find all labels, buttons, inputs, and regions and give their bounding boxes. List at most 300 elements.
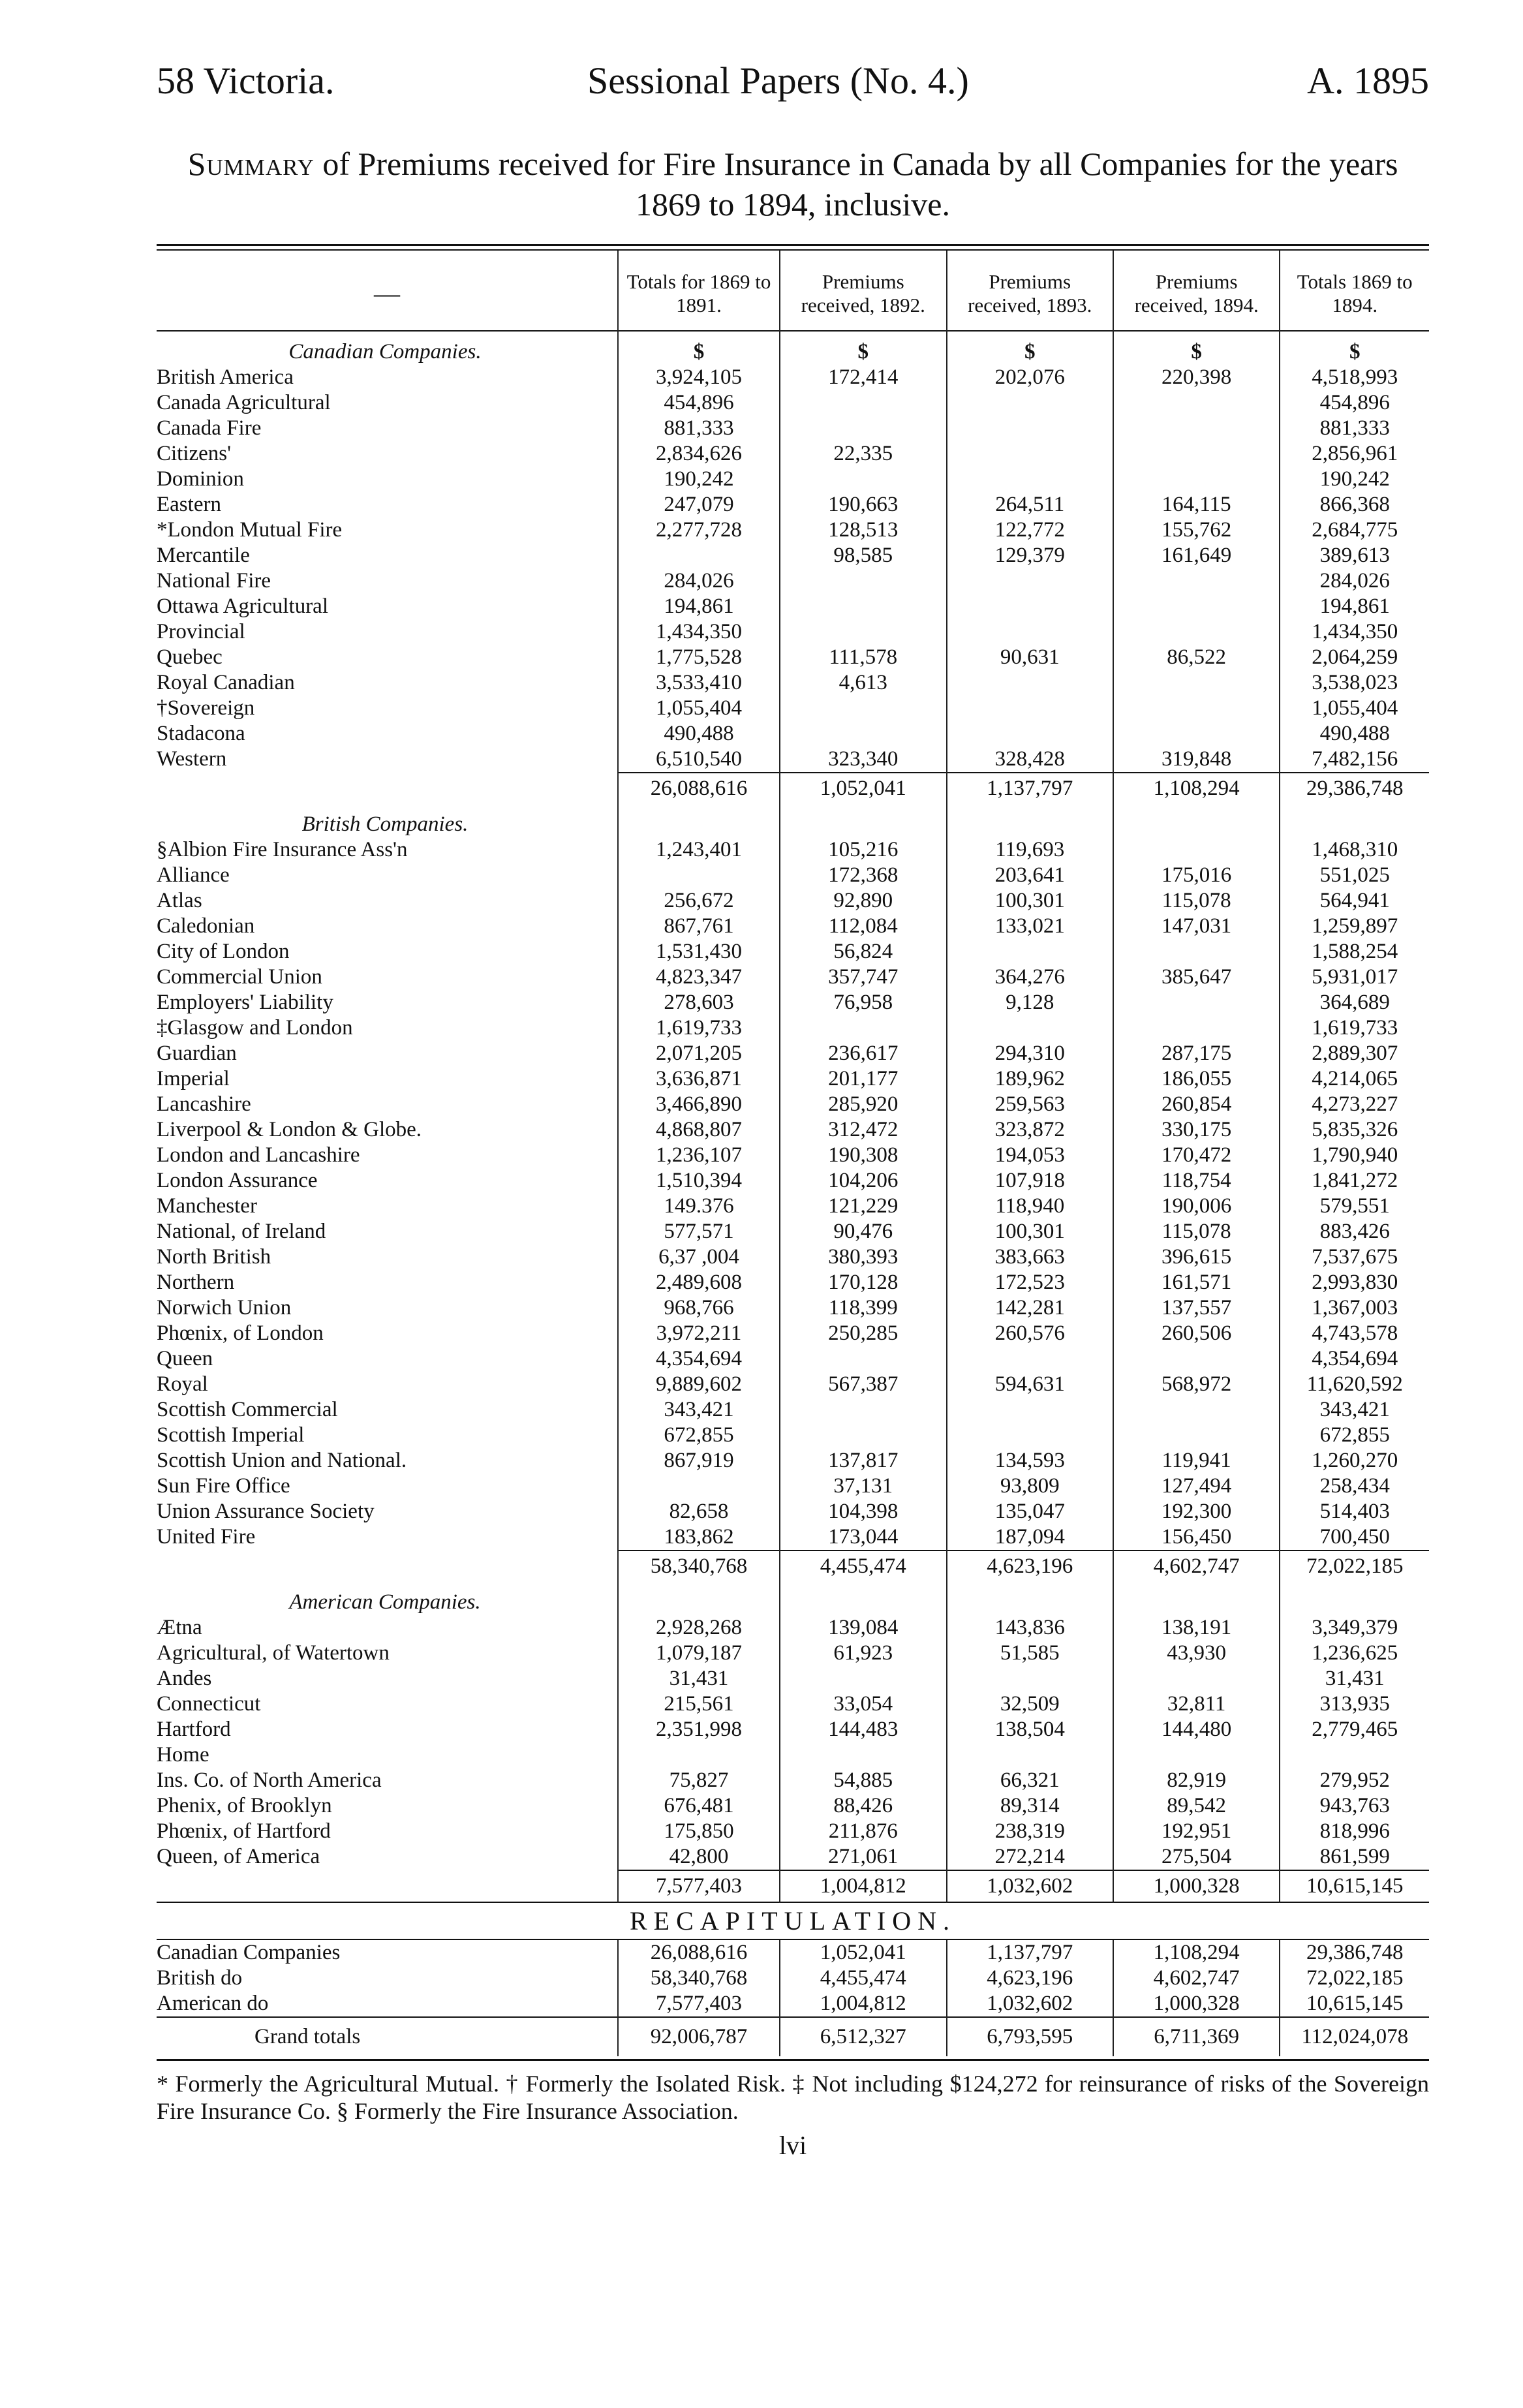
value-cell: 201,177: [780, 1066, 946, 1092]
value-cell: 330,175: [1113, 1117, 1280, 1143]
value-cell: 6,37 ,004: [618, 1244, 780, 1270]
value-cell: 161,571: [1113, 1270, 1280, 1295]
value-cell: 172,368: [780, 863, 946, 888]
table-row: [157, 1270, 1429, 1295]
value-cell: 137,557: [1113, 1295, 1280, 1321]
value-cell: [1113, 390, 1280, 416]
value-cell: 385,647: [1113, 965, 1280, 990]
value-cell: 118,940: [947, 1194, 1113, 1219]
value-cell: 490,488: [618, 721, 780, 747]
value-cell: 1,588,254: [1280, 939, 1429, 965]
section-heading-row: [157, 804, 1429, 837]
value-cell: 278,603: [618, 990, 780, 1015]
company-name: Sun Fire Office: [157, 1474, 290, 1498]
value-cell: [780, 1423, 946, 1448]
section-total-row: [157, 773, 1429, 804]
value-cell: [947, 939, 1113, 965]
value-cell: 284,026: [618, 568, 780, 594]
value-cell: 260,506: [1113, 1321, 1280, 1346]
table-row: [157, 517, 1429, 543]
value-cell: [780, 390, 946, 416]
grand-total-cell: 6,512,327: [780, 2017, 946, 2056]
table-row: [157, 1295, 1429, 1321]
value-cell: 161,649: [1113, 543, 1280, 568]
value-cell: 1,259,897: [1280, 914, 1429, 939]
table-body: [157, 331, 1429, 2056]
value-cell: [1113, 939, 1280, 965]
value-cell: 5,835,326: [1280, 1117, 1429, 1143]
value-cell: [1113, 696, 1280, 721]
table-row: [157, 990, 1429, 1015]
value-cell: 2,856,961: [1280, 441, 1429, 467]
value-cell: 61,923: [780, 1641, 946, 1666]
company-name: Royal Canadian: [157, 671, 295, 694]
value-cell: [1113, 1397, 1280, 1423]
value-cell: 4,354,694: [618, 1346, 780, 1372]
value-cell: 203,641: [947, 863, 1113, 888]
column-header-1893: Premiums received, 1893.: [947, 251, 1113, 331]
table-row: [157, 1423, 1429, 1448]
table-row: [157, 1819, 1429, 1844]
total-label-blank: [157, 1551, 618, 1582]
value-cell: [618, 863, 780, 888]
footnote-rule: [157, 2059, 1429, 2061]
value-cell: 1,510,394: [618, 1168, 780, 1194]
unit-cell: [1113, 804, 1280, 837]
table-row: [157, 670, 1429, 696]
table-row: [157, 863, 1429, 888]
value-cell: 7,537,675: [1280, 1244, 1429, 1270]
value-cell: 115,078: [1113, 888, 1280, 914]
value-cell: 968,766: [618, 1295, 780, 1321]
unit-cell: $: [947, 331, 1113, 365]
company-name: Liverpool & London & Globe.: [157, 1118, 422, 1141]
value-cell: 4,455,474: [780, 1966, 946, 1991]
table-row: [157, 1768, 1429, 1793]
title-rest: of Premiums received for Fire Insurance in Canada by all Companies for the years 1869 to 1894, inclusive.: [322, 146, 1398, 223]
value-cell: [1113, 594, 1280, 619]
company-name: Guardian: [157, 1042, 237, 1065]
value-cell: 4,823,347: [618, 965, 780, 990]
value-cell: 579,551: [1280, 1194, 1429, 1219]
value-cell: 29,386,748: [1280, 1939, 1429, 1966]
value-cell: 11,620,592: [1280, 1372, 1429, 1397]
value-cell: [1113, 1742, 1280, 1768]
value-cell: 7,482,156: [1280, 747, 1429, 773]
value-cell: 51,585: [947, 1641, 1113, 1666]
value-cell: [1113, 1666, 1280, 1691]
grand-totals-label: Grand totals: [157, 2017, 618, 2056]
value-cell: 4,273,227: [1280, 1092, 1429, 1117]
total-label-blank: [157, 1870, 618, 1902]
value-cell: 88,426: [780, 1793, 946, 1819]
company-name: National, of Ireland: [157, 1220, 326, 1243]
value-cell: [780, 1346, 946, 1372]
value-cell: 190,242: [618, 467, 780, 492]
table-row: [157, 1615, 1429, 1641]
value-cell: [780, 1397, 946, 1423]
value-cell: 1,000,328: [1113, 1991, 1280, 2017]
company-name: American do: [157, 1992, 269, 2015]
table-row: [157, 1793, 1429, 1819]
company-name: Home: [157, 1743, 209, 1767]
value-cell: [780, 1742, 946, 1768]
company-name: Manchester: [157, 1194, 257, 1218]
table-row: [157, 1092, 1429, 1117]
table-row: [157, 1372, 1429, 1397]
value-cell: 2,684,775: [1280, 517, 1429, 543]
recap-row: [157, 1966, 1429, 1991]
table-row: [157, 492, 1429, 517]
value-cell: 1,790,940: [1280, 1143, 1429, 1168]
value-cell: 98,585: [780, 543, 946, 568]
value-cell: 867,761: [618, 914, 780, 939]
value-cell: 2,834,626: [618, 441, 780, 467]
value-cell: 867,919: [618, 1448, 780, 1474]
value-cell: 186,055: [1113, 1066, 1280, 1092]
value-cell: [1113, 1423, 1280, 1448]
value-cell: 107,918: [947, 1168, 1113, 1194]
header-session: 58 Victoria.: [157, 59, 335, 102]
grand-total-cell: 92,006,787: [618, 2017, 780, 2056]
premiums-table: [157, 251, 1429, 2056]
company-name: ‡Glasgow and London: [157, 1016, 353, 1040]
recap-heading: RECAPITULATION.: [157, 1902, 1429, 1939]
value-cell: [618, 1474, 780, 1499]
value-cell: 551,025: [1280, 863, 1429, 888]
section-total-cell: 4,602,747: [1113, 1551, 1280, 1582]
value-cell: 115,078: [1113, 1219, 1280, 1244]
value-cell: 4,354,694: [1280, 1346, 1429, 1372]
value-cell: 58,340,768: [618, 1966, 780, 1991]
value-cell: 1,434,350: [618, 619, 780, 645]
company-name: Provincial: [157, 620, 245, 643]
value-cell: 89,314: [947, 1793, 1113, 1819]
table-row: [157, 1168, 1429, 1194]
section-total-cell: 1,108,294: [1113, 773, 1280, 804]
table-row: [157, 1321, 1429, 1346]
value-cell: 75,827: [618, 1768, 780, 1793]
table-row: [157, 365, 1429, 390]
company-name: Connecticut: [157, 1692, 261, 1716]
value-cell: 287,175: [1113, 1041, 1280, 1066]
company-name: Royal: [157, 1372, 208, 1396]
value-cell: 236,617: [780, 1041, 946, 1066]
value-cell: [1113, 990, 1280, 1015]
value-cell: 1,619,733: [618, 1015, 780, 1041]
company-name: Agricultural, of Watertown: [157, 1641, 390, 1665]
value-cell: 31,431: [1280, 1666, 1429, 1691]
company-name: Western: [157, 747, 227, 771]
section-total-cell: 72,022,185: [1280, 1551, 1429, 1582]
value-cell: 238,319: [947, 1819, 1113, 1844]
value-cell: 2,928,268: [618, 1615, 780, 1641]
value-cell: 32,509: [947, 1691, 1113, 1717]
value-cell: 4,623,196: [947, 1966, 1113, 1991]
company-name: Scottish Imperial: [157, 1423, 305, 1447]
value-cell: 3,924,105: [618, 365, 780, 390]
value-cell: 100,301: [947, 1219, 1113, 1244]
value-cell: [947, 1742, 1113, 1768]
value-cell: 343,421: [1280, 1397, 1429, 1423]
unit-cell: [1113, 1582, 1280, 1615]
value-cell: 284,026: [1280, 568, 1429, 594]
company-name: Atlas: [157, 889, 202, 912]
grand-totals-row: [157, 2017, 1429, 2056]
table-row: [157, 416, 1429, 441]
company-name: Andes: [157, 1667, 212, 1690]
grand-total-cell: 112,024,078: [1280, 2017, 1429, 2056]
header-sessional-papers: Sessional Papers (No. 4.): [587, 59, 969, 102]
value-cell: 149.376: [618, 1194, 780, 1219]
unit-cell: [780, 804, 946, 837]
value-cell: 122,772: [947, 517, 1113, 543]
value-cell: 389,613: [1280, 543, 1429, 568]
company-name: *London Mutual Fire: [157, 518, 343, 542]
table-row: [157, 1717, 1429, 1742]
value-cell: 881,333: [618, 416, 780, 441]
value-cell: 258,434: [1280, 1474, 1429, 1499]
table-row: [157, 1066, 1429, 1092]
value-cell: 294,310: [947, 1041, 1113, 1066]
company-name: Employers' Liability: [157, 991, 333, 1014]
company-name: Caledonian: [157, 914, 255, 938]
value-cell: 202,076: [947, 365, 1113, 390]
unit-cell: [1280, 804, 1429, 837]
value-cell: [947, 696, 1113, 721]
table-row: [157, 837, 1429, 863]
section-heading-row: [157, 1582, 1429, 1615]
value-cell: [1113, 1346, 1280, 1372]
value-cell: 194,861: [1280, 594, 1429, 619]
value-cell: 323,872: [947, 1117, 1113, 1143]
value-cell: 357,747: [780, 965, 946, 990]
section-total-cell: 4,623,196: [947, 1551, 1113, 1582]
company-name: United Fire: [157, 1525, 256, 1549]
value-cell: 514,403: [1280, 1499, 1429, 1524]
value-cell: 364,276: [947, 965, 1113, 990]
table-row: [157, 568, 1429, 594]
value-cell: 121,229: [780, 1194, 946, 1219]
section-heading: American Companies.: [289, 1590, 481, 1614]
table-row: [157, 696, 1429, 721]
title-lead: Summary: [187, 146, 315, 182]
value-cell: 4,518,993: [1280, 365, 1429, 390]
value-cell: 175,850: [618, 1819, 780, 1844]
value-cell: 1,619,733: [1280, 1015, 1429, 1041]
value-cell: 76,958: [780, 990, 946, 1015]
recap-row: [157, 1991, 1429, 2017]
value-cell: 1,243,401: [618, 837, 780, 863]
value-cell: 577,571: [618, 1219, 780, 1244]
value-cell: 259,563: [947, 1092, 1113, 1117]
unit-cell: [947, 1582, 1113, 1615]
value-cell: 89,542: [1113, 1793, 1280, 1819]
value-cell: 364,689: [1280, 990, 1429, 1015]
section-total-cell: 10,615,145: [1280, 1870, 1429, 1902]
table-row: [157, 441, 1429, 467]
value-cell: 134,593: [947, 1448, 1113, 1474]
value-cell: 672,855: [618, 1423, 780, 1448]
value-cell: [780, 467, 946, 492]
value-cell: 861,599: [1280, 1844, 1429, 1870]
value-cell: 454,896: [1280, 390, 1429, 416]
value-cell: 250,285: [780, 1321, 946, 1346]
table-row: [157, 1244, 1429, 1270]
table-title: [157, 144, 1429, 224]
value-cell: 2,779,465: [1280, 1717, 1429, 1742]
column-header-row: [157, 251, 1429, 331]
company-name: Phœnix, of London: [157, 1321, 324, 1345]
value-cell: 32,811: [1113, 1691, 1280, 1717]
value-cell: 37,131: [780, 1474, 946, 1499]
value-cell: 1,079,187: [618, 1641, 780, 1666]
section-total-row: [157, 1870, 1429, 1902]
company-name: Canada Agricultural: [157, 391, 331, 414]
value-cell: 4,743,578: [1280, 1321, 1429, 1346]
table-row: [157, 914, 1429, 939]
value-cell: 155,762: [1113, 517, 1280, 543]
value-cell: 247,079: [618, 492, 780, 517]
value-cell: 883,426: [1280, 1219, 1429, 1244]
value-cell: 118,754: [1113, 1168, 1280, 1194]
title-rule: [157, 244, 1429, 251]
value-cell: [1280, 1742, 1429, 1768]
value-cell: 383,663: [947, 1244, 1113, 1270]
value-cell: 133,021: [947, 914, 1113, 939]
value-cell: 564,941: [1280, 888, 1429, 914]
value-cell: 3,972,211: [618, 1321, 780, 1346]
company-name: Eastern: [157, 493, 221, 516]
value-cell: 137,817: [780, 1448, 946, 1474]
company-name: Ætna: [157, 1616, 202, 1639]
unit-cell: [947, 804, 1113, 837]
value-cell: 190,242: [1280, 467, 1429, 492]
table-row: [157, 1448, 1429, 1474]
value-cell: 22,335: [780, 441, 946, 467]
value-cell: 143,836: [947, 1615, 1113, 1641]
value-cell: 4,602,747: [1113, 1966, 1280, 1991]
value-cell: 172,523: [947, 1270, 1113, 1295]
value-cell: [618, 543, 780, 568]
column-header-blank: —: [374, 279, 400, 308]
value-cell: 312,472: [780, 1117, 946, 1143]
value-cell: 9,889,602: [618, 1372, 780, 1397]
value-cell: [780, 1666, 946, 1691]
value-cell: 82,919: [1113, 1768, 1280, 1793]
value-cell: 380,393: [780, 1244, 946, 1270]
value-cell: 2,993,830: [1280, 1270, 1429, 1295]
value-cell: 66,321: [947, 1768, 1113, 1793]
value-cell: [947, 441, 1113, 467]
value-cell: 118,399: [780, 1295, 946, 1321]
value-cell: 1,108,294: [1113, 1939, 1280, 1966]
value-cell: [1113, 721, 1280, 747]
value-cell: 139,084: [780, 1615, 946, 1641]
value-cell: 194,861: [618, 594, 780, 619]
value-cell: 1,775,528: [618, 645, 780, 670]
value-cell: 144,480: [1113, 1717, 1280, 1742]
unit-cell: [618, 1582, 780, 1615]
value-cell: [947, 594, 1113, 619]
table-row: [157, 467, 1429, 492]
value-cell: 105,216: [780, 837, 946, 863]
value-cell: 700,450: [1280, 1524, 1429, 1551]
company-name: Queen: [157, 1347, 213, 1370]
value-cell: 3,636,871: [618, 1066, 780, 1092]
table-row: [157, 888, 1429, 914]
value-cell: 260,576: [947, 1321, 1113, 1346]
value-cell: 818,996: [1280, 1819, 1429, 1844]
value-cell: [947, 1346, 1113, 1372]
table-row: [157, 1641, 1429, 1666]
value-cell: 343,421: [618, 1397, 780, 1423]
page-number: lvi: [778, 2131, 807, 2160]
value-cell: 1,841,272: [1280, 1168, 1429, 1194]
value-cell: 1,055,404: [618, 696, 780, 721]
value-cell: 192,300: [1113, 1499, 1280, 1524]
company-name: Quebec: [157, 645, 223, 669]
company-name: Union Assurance Society: [157, 1500, 375, 1523]
unit-cell: $: [1113, 331, 1280, 365]
unit-cell: $: [1280, 331, 1429, 365]
value-cell: 170,128: [780, 1270, 946, 1295]
value-cell: 111,578: [780, 645, 946, 670]
company-name: Mercantile: [157, 544, 250, 567]
value-cell: 183,862: [618, 1524, 780, 1551]
value-cell: 866,368: [1280, 492, 1429, 517]
value-cell: [1113, 837, 1280, 863]
value-cell: 1,004,812: [780, 1991, 946, 2017]
value-cell: 119,693: [947, 837, 1113, 863]
company-name: North British: [157, 1245, 271, 1269]
table-row: [157, 1666, 1429, 1691]
value-cell: 4,868,807: [618, 1117, 780, 1143]
value-cell: 319,848: [1113, 747, 1280, 773]
value-cell: 260,854: [1113, 1092, 1280, 1117]
value-cell: [1113, 441, 1280, 467]
document-page: [157, 59, 1429, 2161]
value-cell: [947, 390, 1113, 416]
value-cell: 1,236,107: [618, 1143, 780, 1168]
company-name: Ottawa Agricultural: [157, 594, 329, 618]
value-cell: 189,962: [947, 1066, 1113, 1092]
value-cell: 2,489,608: [618, 1270, 780, 1295]
value-cell: 881,333: [1280, 416, 1429, 441]
value-cell: 172,414: [780, 365, 946, 390]
value-cell: 454,896: [618, 390, 780, 416]
value-cell: 156,450: [1113, 1524, 1280, 1551]
value-cell: 190,308: [780, 1143, 946, 1168]
table-row: [157, 594, 1429, 619]
unit-cell: [780, 1582, 946, 1615]
table-row: [157, 1194, 1429, 1219]
value-cell: [1113, 416, 1280, 441]
value-cell: [1113, 670, 1280, 696]
value-cell: [947, 467, 1113, 492]
section-total-cell: 1,000,328: [1113, 1870, 1280, 1902]
company-name: Phœnix, of Hartford: [157, 1819, 331, 1843]
section-total-cell: 7,577,403: [618, 1870, 780, 1902]
value-cell: 10,615,145: [1280, 1991, 1429, 2017]
company-name: †Sovereign: [157, 696, 255, 720]
value-cell: [618, 1742, 780, 1768]
value-cell: 72,022,185: [1280, 1966, 1429, 1991]
value-cell: 144,483: [780, 1717, 946, 1742]
value-cell: 100,301: [947, 888, 1113, 914]
value-cell: 490,488: [1280, 721, 1429, 747]
value-cell: 2,071,205: [618, 1041, 780, 1066]
